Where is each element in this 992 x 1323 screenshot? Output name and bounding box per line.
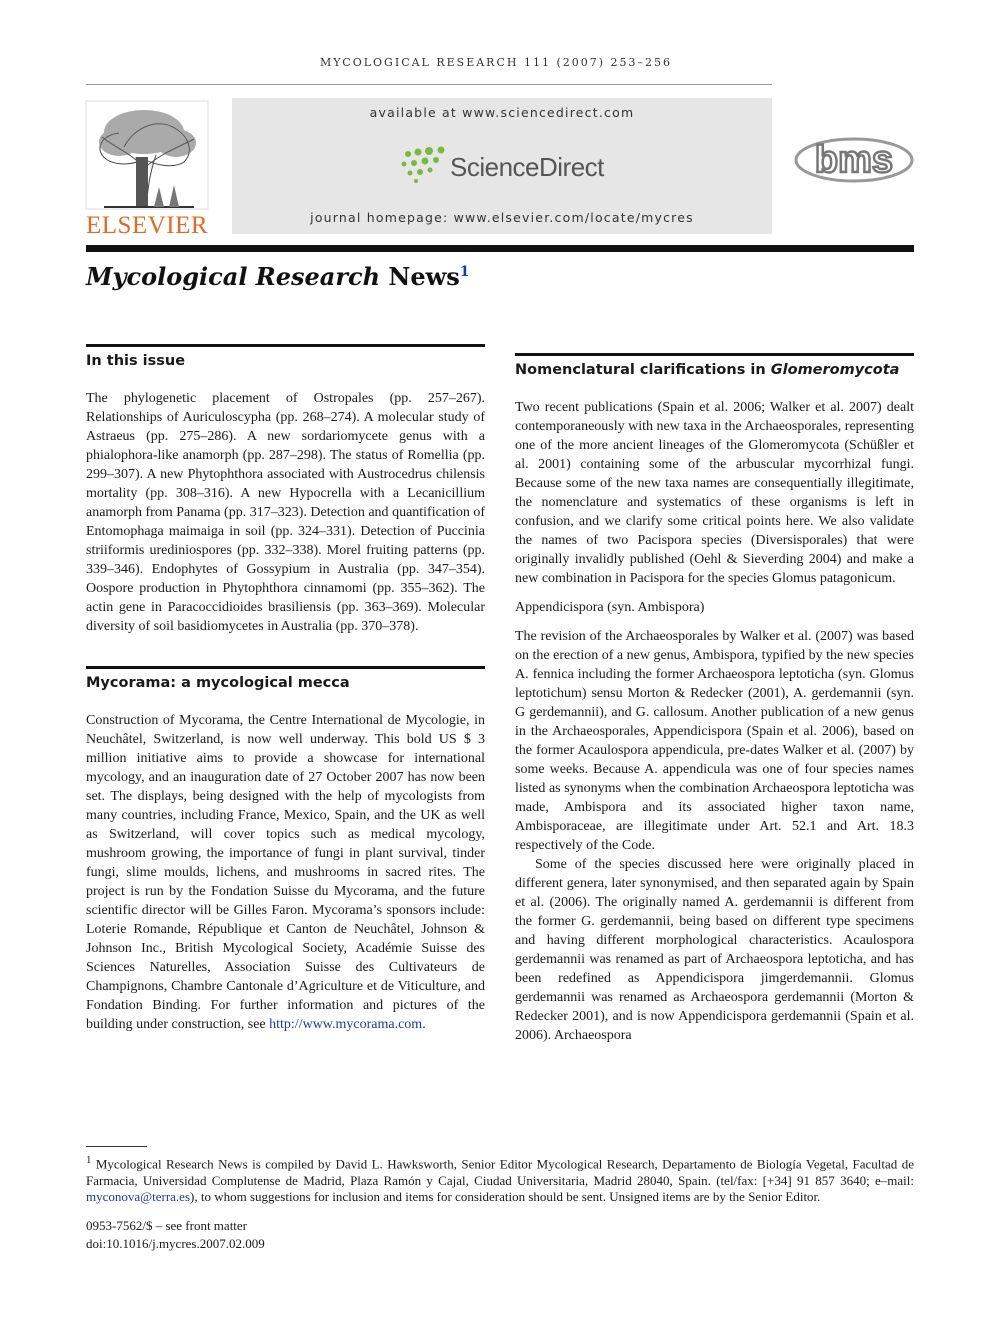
footnote-text-end: ), to whom suggestions for inclusion and items for consideration should be sent. Unsigned items are by the Senior Editor. (190, 1189, 821, 1205)
journal-homepage-link[interactable]: journal homepage: www.elsevier.com/locate/mycres (310, 210, 694, 225)
section-rule (86, 666, 485, 669)
nomenclature-para-1: Two recent publications (Spain et al. 2006; Walker et al. 2007) dealt contemporaneously with new taxa in the Archaeosporales, representing one of the more ancient lineages of the Glomeromycota (Schüßler et al. 2001) containing some of the arbuscular mycorrhizal fungi. Because some of the new taxa names are consequentially illegitimate, the nomenclature and systematics of these organisms is left in confusion, and we clarify some critical points here. We also validate the names of two Pacispora species (Diversisporales) that were originally invalidly published (Oehl & Sieverding 2004) and make a new combination in Pacispora for the species Glomus patagonicum. (515, 400, 914, 586)
left-column (86, 344, 485, 1034)
nomenclature-heading (515, 362, 914, 378)
mycorama-heading: Mycorama: a mycological mecca (86, 675, 350, 691)
nomenclature-heading-text: Nomenclatural clarifications in (515, 362, 771, 378)
title-rule (86, 245, 914, 252)
right-column (515, 353, 914, 1045)
title-italic: Mycological Research (86, 262, 381, 291)
section-rule (86, 344, 485, 347)
sciencedirect-dots-icon (398, 146, 448, 186)
issn-line: 0953-7562/$ – see front matter (86, 1218, 248, 1233)
sciencedirect-banner (232, 98, 772, 234)
mycorama-url-link[interactable]: http://www.mycorama.com (269, 1017, 423, 1032)
bms-logo-text: bms (814, 139, 894, 181)
sciencedirect-logo (398, 146, 608, 186)
title-footnote-mark[interactable]: 1 (459, 264, 470, 280)
nomenclature-heading-italic: Glomeromycota (770, 362, 900, 378)
sd-available-link[interactable]: available at www.sciencedirect.com (369, 105, 635, 120)
nomenclature-para-3: Some of the species discussed here were originally placed in different genera, later synonymised, and then separated again by Spain et al. (2006). The originally named A. gerdemannii is different from the former G. gerdemannii, being based on different type specimens and having different morphological characteristics. Acaulospora gerdemannii was renamed as part of Archaeospora leptoticha, and has been redefined as Appendicispora jimgerdemannii. Glomus gerdemannii was renamed as Archaeospora gerdemannii (Morton & Redecker 2001), and is now Appendicispora gerdemannii (Spain et al. 2006). Archaeospora (515, 857, 914, 1043)
header-rule (86, 84, 772, 85)
mycorama-text (86, 711, 485, 1034)
running-head: MYCOLOGICAL RESEARCH 111 (2007) 253–256 (319, 56, 673, 69)
doi-line: doi:10.1016/j.mycres.2007.02.009 (86, 1236, 265, 1251)
appendicispora-subheading: Appendicispora (syn. Ambispora) (515, 600, 705, 615)
footnote-email-link[interactable]: myconova@terra.es (86, 1189, 191, 1205)
sciencedirect-brand-text: ScienceDirect (450, 152, 604, 182)
in-this-issue-text: The phylogenetic placement of Ostropales (pp. 257–267). Relationships of Auriculoscypha (pp. 268–274). A molecular study of Astraeus (pp. 275–286). A new sordariomycete genus with a phialophora-like anamorph (pp. 287–298). The status of Romellia (pp. 299–307). A new Phytophthora associated with Austrocedrus chilensis mortality (pp. 308–316). A new Hypocrella with a Lecanicillium anamorph from Panama (pp. 317–323). Detection and quantification of Entomophaga maimaiga in soil (pp. 324–331). Detection of Puccinia striiformis urediniospores (pp. 332–338). Morel fruiting patterns (pp. 339–346). Endophytes of Gossypium in Australia (pp. 347–354). Oospore production in Phytophthora cinnamomi (pp. 355–362). The actin gene in Paracoccidioides brasiliensis (pp. 363–369). Molecular diversity of soil basidiomycetes in Australia (pp. 370–378). (86, 391, 485, 634)
bms-society-logo (793, 136, 915, 184)
title-rest: News (380, 262, 460, 291)
page-title (86, 262, 470, 291)
elsevier-wordmark: ELSEVIER (86, 212, 209, 239)
nomenclature-para-2: The revision of the Archaeosporales by Walker et al. (2007) was based on the erection of a new genus, Ambispora, typified by the new species A. fennica including the former Archaeospora leptoticha (syn. Glomus leptotichum) sensu Morton & Redecker (2001), A. gerdemannii (syn. G gerdemannii), and G. callosum. Another publication of a new genus in the Archaeosporales, Appendicispora (Spain et al. 2006), based on the former Acaulospora appendicula, pre-dates Walker et al. (2007) by some weeks. Because A. appendicula was one of four species names listed as synonyms when the combination Archaeospora leptoticha was made, Ambispora and its associated higher taxon name, Ambisporaceae, are illegitimate under Art. 52.1 and Art. 18.3 respectively of the Code. (515, 629, 914, 853)
footnote-mark: 1 (86, 1154, 92, 1166)
footnote (86, 1152, 914, 1206)
in-this-issue-heading: In this issue (86, 353, 186, 369)
mycorama-body: Construction of Mycorama, the Centre International de Mycologie, in Neuchâtel, Switzerland, is now well underway. This bold US $ 3 million initiative aims to provide a showcase for international mycology, and an inauguration date of 27 October 2007 has now been set. The displays, being designed with the help of mycologists from many countries, including France, Mexico, Spain, and the UK as well as Switzerland, will cover topics such as medical mycology, mushroom growing, the importance of fungi in plant survival, tinder fungi, slime moulds, lichens, and mushrooms in sacred rites. The project is run by the Fondation Suisse du Mycorama, and the future scientific director will be Gilles Faron. Mycorama’s sponsors include: Loterie Romande, République et Canton de Neuchâtel, Johnson & Johnson Inc., British Mycological Society, Académie Suisse des Sciences Naturelles, Association Suisse des Cultivateurs de Champignons, Chambre Cantonale d’Agriculture et de Viticulture, and Fondation Binding. For further information and pictures of the building under construction, see (86, 713, 485, 1032)
footnote-text: Mycological Research News is compiled by David L. Hawksworth, Senior Editor Mycological Research, Departamento de Biología Vegetal, Facultad de Farmacia, Universidad Complutense de Madrid, Plaza Ramón y Cajal, Ciudad Universitaria, Madrid 28040, Spain. (tel/fax: [+34] 91 857 3640; e–mail: (86, 1156, 914, 1188)
footnote-rule (86, 1146, 147, 1147)
mycorama-end: . (422, 1017, 426, 1032)
section-rule (515, 353, 914, 356)
